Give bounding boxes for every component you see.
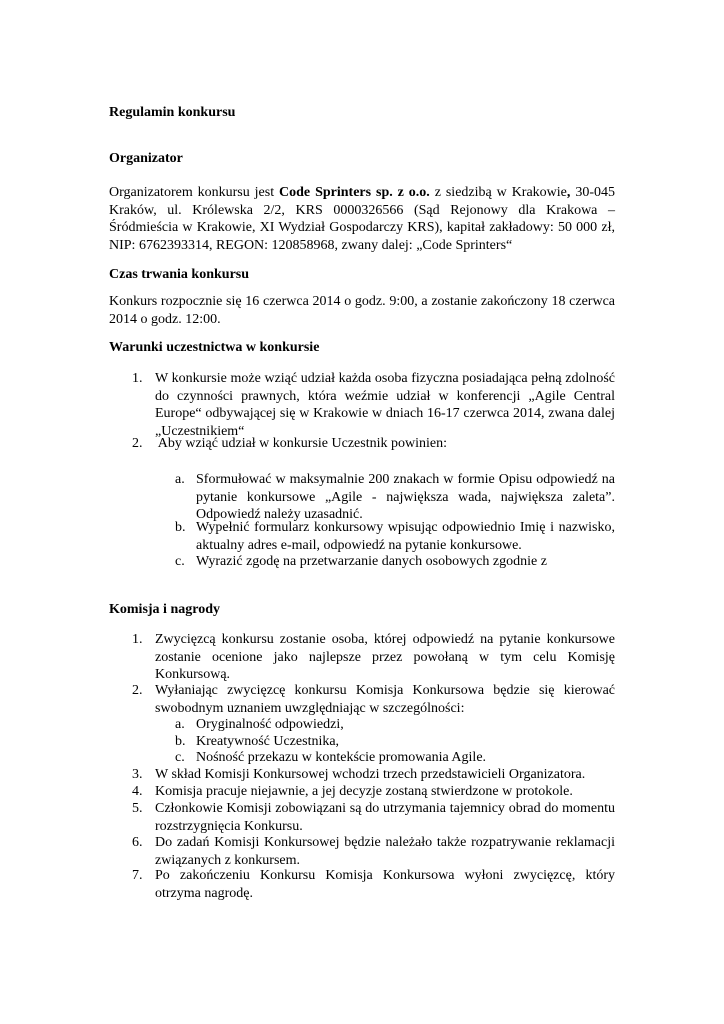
sublist-letter: b. [175,734,186,749]
list-item: Wyłaniając zwycięzcę konkursu Komisja Konkursowa będzie się kierować swobodnym uznaniem uwzględniając w szczególności: [155,683,615,716]
list-item: Członkowie Komisji zobowiązani są do utrzymania tajemnicy obrad do momentu rozstrzygnięcia Konkursu. [155,801,615,834]
sublist-item: Sformułować w maksymalnie 200 znakach w formie Opisu odpowiedź na pytanie konkursowe „Agile - największa wada, największa zaleta”. Odpowiedź należy uzasadnić. [196,472,615,523]
list-item: Komisja pracuje niejawnie, a jej decyzje zostaną stwierdzone w protokole. [155,784,573,799]
sublist-letter: b. [175,520,186,535]
list-item: W skład Komisji Konkursowej wchodzi trzech przedstawicieli Organizatora. [155,767,586,782]
list-number: 2. [132,436,143,451]
list-number: 7. [132,868,143,883]
list-number: 2. [132,683,143,698]
duration-paragraph: Konkurs rozpocznie się 16 czerwca 2014 o godz. 9:00, a zostanie zakończony 18 czerwca 2014 o godz. 12:00. [109,294,615,327]
duration-heading: Czas trwania konkursu [109,267,250,282]
conditions-heading: Warunki uczestnictwa w konkursie [109,340,320,355]
sublist-letter: c. [175,554,185,569]
organizer-text-before: Organizatorem konkursu jest [109,185,280,200]
list-number: 1. [132,371,143,386]
committee-heading: Komisja i nagrody [109,602,220,617]
list-number: 1. [132,632,143,647]
list-item: W konkursie może wziąć udział każda osoba fizyczna posiadająca pełną zdolność do czynności prawnych, która weźmie udział w konferencji „Agile Central Europe“ odbywającej się w Krakowie w dniach 16-17 czerwca 2014, zwana dalej „Uczestnikiem“ [155,371,615,439]
list-number: 3. [132,767,143,782]
list-item: Aby wziąć udział w konkursie Uczestnik powinien: [155,436,447,451]
list-item: Do zadań Komisji Konkursowej będzie należało także rozpatrywanie reklamacji związanych z konkursem. [155,835,615,868]
organizer-heading: Organizator [109,151,183,166]
organizer-paragraph [109,184,615,254]
document-title: Regulamin konkursu [109,105,236,120]
list-number: 4. [132,784,143,799]
list-item: Zwycięzcą konkursu zostanie osoba, której odpowiedź na pytanie konkursowe zostanie ocenione jako najlepsze przez powołaną w tym celu Komisję Konkursową. [155,632,615,683]
list-number: 6. [132,835,143,850]
organizer-text-after: 30-045 Kraków, ul. Królewska 2/2, KRS 0000326566 (Sąd Rejonowy dla Krakowa – Śródmieścia w Krakowie, XI Wydział Gospodarczy KRS), kapitał zakładowy: 50 000 zł, NIP: 6762393314, REGON: 120858968, zwany dalej: „Code Sprinters“ [109,185,615,253]
sublist-item: Wypełnić formularz konkursowy wpisując odpowiednio Imię i nazwisko, aktualny adres e-mail, odpowiedź na pytanie konkursowe. [196,520,615,553]
sublist-item: Wyrazić zgodę na przetwarzanie danych osobowych zgodnie z [196,554,547,569]
sublist-letter: a. [175,472,185,487]
sublist-item: Nośność przekazu w kontekście promowania Agile. [196,750,487,765]
organizer-text-mid: z siedzibą w Krakowie [429,185,567,200]
sublist-item: Oryginalność odpowiedzi, [196,717,344,732]
organizer-bold-comma: , [566,185,571,200]
list-number: 5. [132,801,143,816]
list-item: Po zakończeniu Konkursu Komisja Konkursowa wyłoni zwycięzcę, który otrzyma nagrodę. [155,868,615,901]
sublist-letter: a. [175,717,185,732]
organizer-company-name: Code Sprinters sp. z o.o. [279,185,430,200]
sublist-letter: c. [175,750,185,765]
sublist-item: Kreatywność Uczestnika, [196,734,340,749]
